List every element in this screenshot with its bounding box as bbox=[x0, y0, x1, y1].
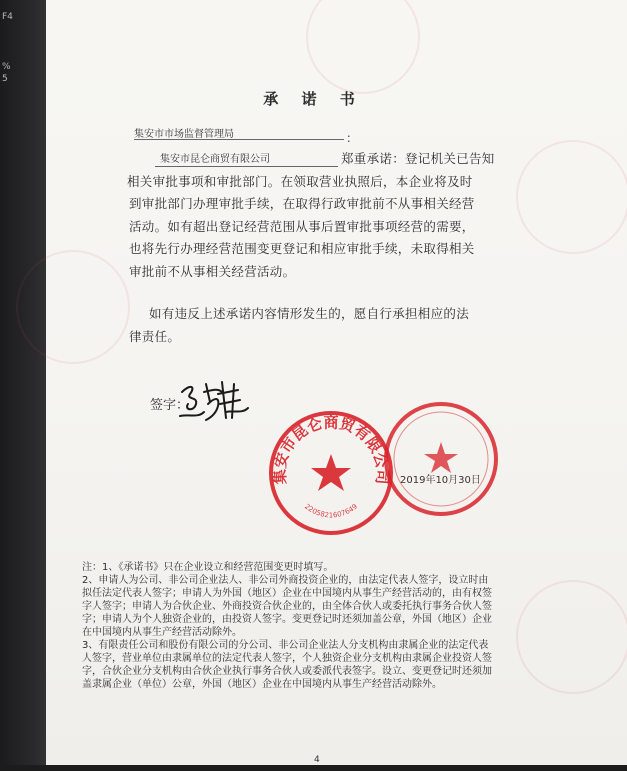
paragraph-1 bbox=[129, 148, 519, 283]
paragraph-1-line: 活动。如有超出登记经营范围从事后置审批事项经营的需要， bbox=[129, 218, 475, 234]
note-line: 盖隶属企业（单位）公章，外国（地区）企业在中国境内从事生产经营活动除外。 bbox=[82, 679, 442, 690]
svg-text:2205821607649 bbox=[303, 503, 359, 520]
note-line: 拟任法定代表人签字；申请人为外国（地区）企业在中国境内从事生产经营活动的，由有权签 bbox=[82, 588, 492, 599]
note-line: 3、有限责任公司和股份有限公司的分公司、非公司企业法人分支机构由隶属企业的法定代表 bbox=[82, 640, 489, 651]
paragraph-1-line: 相关审批事项和审批部门。在领取营业执照后，本企业将及时 bbox=[127, 173, 473, 189]
paragraph-1-line: 审批前不从事相关经营活动。 bbox=[129, 263, 296, 279]
paragraph-2 bbox=[129, 303, 519, 348]
addressee-underline bbox=[134, 139, 344, 140]
note-line: 在中国境内从事生产经营活动除外。 bbox=[82, 627, 242, 638]
date-seal bbox=[382, 400, 500, 522]
company-name: 集安市昆仑商贸有限公司 bbox=[160, 154, 270, 165]
document-title: 承 诺 书 bbox=[263, 90, 364, 108]
seal-star bbox=[424, 442, 458, 473]
addressee bbox=[134, 125, 359, 145]
paragraph-2-line: 律责任。 bbox=[129, 328, 181, 344]
company-seal bbox=[266, 408, 396, 542]
paragraph-1-line: 到审批部门办理审批手续，在取得行政审批前不从事相关经营 bbox=[129, 196, 475, 211]
note-line: 字，合伙企业分支机构由合伙企业执行事务合伙人或委派代表签字。设立、变更登记时还须加 bbox=[82, 666, 492, 677]
photo-bottom-edge bbox=[0, 765, 627, 771]
sign-date: 2019年10月30日 bbox=[400, 475, 481, 486]
edge-label-top: F4 bbox=[2, 12, 13, 22]
seal-main-text: 集安市昆仑商贸有限公司 bbox=[270, 413, 392, 485]
notes-section bbox=[82, 561, 552, 691]
note-line: 注：1、《承诺书》只在企业设立和经营范围变更时填写。 bbox=[82, 562, 334, 573]
watermark-stamp bbox=[516, 140, 627, 254]
handwritten-signature bbox=[176, 374, 256, 433]
edge-label-low: 5 bbox=[2, 74, 8, 84]
page-number: 4 bbox=[314, 755, 320, 765]
edge-label-mid: % bbox=[2, 62, 11, 72]
addressee-colon: ： bbox=[346, 131, 359, 145]
watermark-stamp bbox=[16, 250, 130, 364]
note-line: 字；申请人为个人独资企业的，由投资人签字。变更登记时还须加盖公章，外国（地区）企业 bbox=[82, 614, 492, 625]
paragraph-1-line: 也将先行办理经营范围变更登记和相应审批手续，未取得相关 bbox=[129, 241, 475, 256]
note-line: 2、申请人为公司、非公司企业法人、非公司外商投资企业的，由法定代表人签字，设立时由 bbox=[82, 575, 489, 586]
seal-serial-number: 2205821607649 bbox=[303, 502, 359, 520]
note-line: 字人签字；申请人为合伙企业、外商投资合伙企业的，由全体合伙人或委托执行事务合伙人签 bbox=[82, 601, 492, 612]
addressee-name: 集安市市场监督管理局 bbox=[134, 129, 234, 140]
paragraph-1-line: 郑重承诺：登记机关已告知 bbox=[341, 151, 495, 166]
paragraph-2-line: 如有违反上述承诺内容情形发生的，愿自行承担相应的法 bbox=[149, 306, 470, 321]
seal-star bbox=[311, 454, 351, 491]
note-line: 人签字，营业单位由隶属单位的法定代表人签字，个人独资企业分支机构由隶属企业投资人签 bbox=[82, 653, 492, 664]
signature-label: 签字： bbox=[150, 398, 190, 413]
watermark-stamp bbox=[306, 0, 420, 94]
